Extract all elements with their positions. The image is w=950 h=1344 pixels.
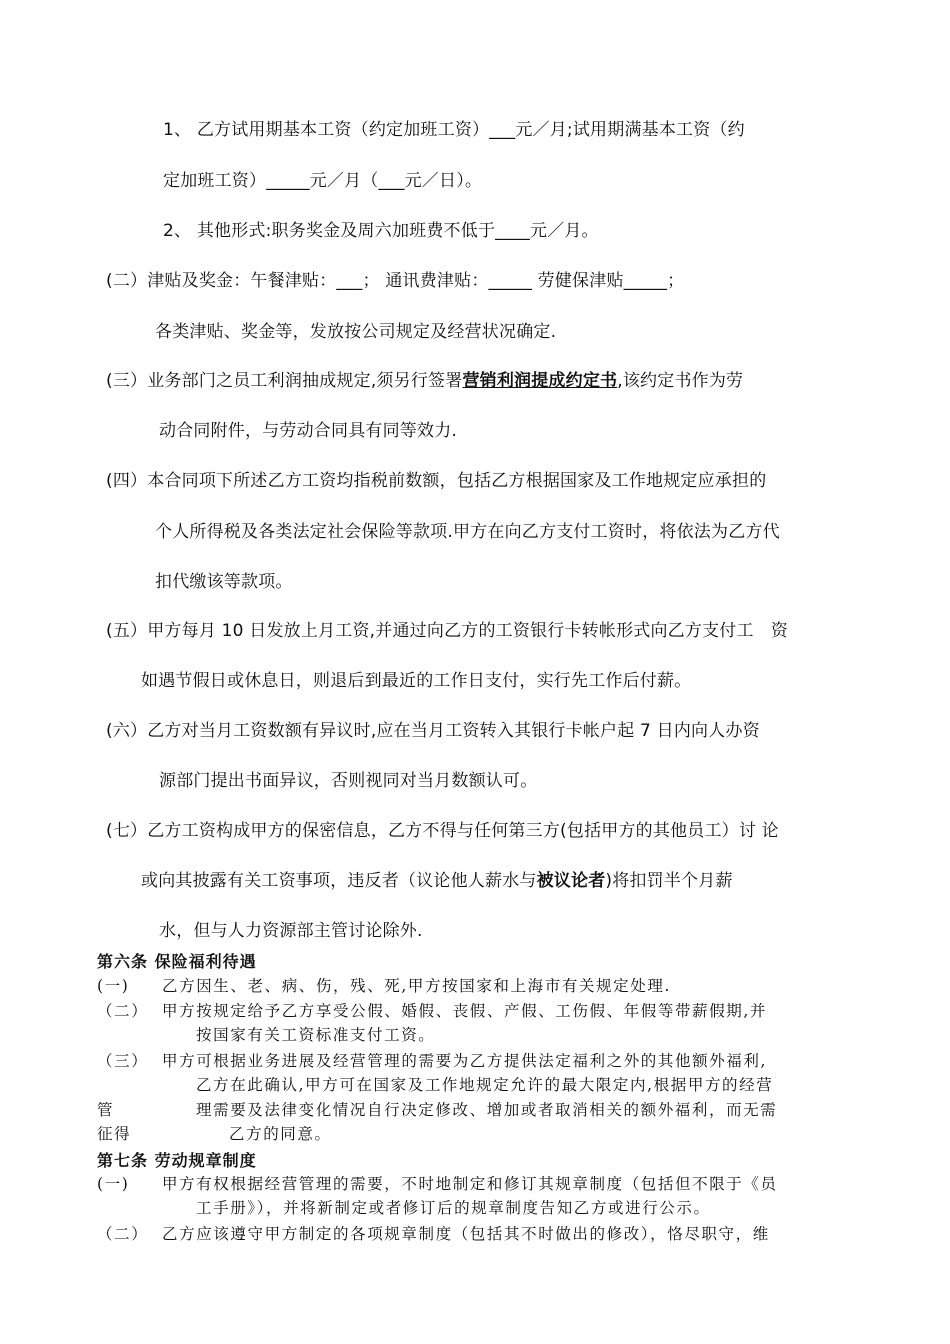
commission-agreement-title: 营销利润提成约定书 <box>462 371 618 391</box>
article-7-item-2-line-1: 乙方应该遵守甲方制定的各项规章制度（包括其不时做出的修改），恪尽职守，维 <box>162 1225 770 1243</box>
article-6-item-3-line-3: 理需要及法律变化情况自行决定修改、增加或者取消相关的额外福利，而无需 <box>196 1101 778 1119</box>
confidentiality-clause-line-2 <box>141 866 733 891</box>
article-6-item-3-line-3-lead: 管 <box>97 1101 115 1119</box>
tax-clause-line-2: 个人所得税及各类法定社会保险等款项.甲方在向乙方支付工资时，将依法为乙方代 <box>155 522 780 542</box>
commission-clause-line-2: 动合同附件，与劳动合同具有同等效力. <box>159 421 458 441</box>
allowance-clause-line-1: (二）津贴及奖金：午餐津贴：___； 通讯费津贴：_____ 劳健保津贴_____； <box>106 271 685 291</box>
article-6-item-3-line-2: 乙方在此确认,甲方可在国家及工作地规定允许的最大限定内,根据甲方的经营 <box>196 1076 774 1094</box>
article-6-item-3-number: （三） <box>97 1052 149 1070</box>
article-7-item-2-number: （二） <box>97 1225 149 1243</box>
article-6-item-2-line-1: 甲方按规定给予乙方享受公假、婚假、丧假、产假、工伤假、年假等带薪假期,并 <box>162 1002 768 1020</box>
objection-clause-line-1: (六）乙方对当月工资数额有异议时,应在当月工资转入其银行卡帐户起 7 日内向人办资 <box>106 721 760 741</box>
commission-clause-tail: ,该约定书作为劳 <box>617 371 744 391</box>
confidentiality-clause-line-1: (七）乙方工资构成甲方的保密信息，乙方不得与任何第三方(包括甲方的其他员工）讨 论 <box>106 821 779 841</box>
confidentiality-tail: )将扣罚半个月薪 <box>605 871 733 891</box>
article-6-item-1-number: (一) <box>97 977 130 995</box>
article-7-item-1-number: (一) <box>97 1175 130 1193</box>
commission-clause-line-1 <box>106 366 743 391</box>
payment-clause-line-2: 如遇节假日或休息日，则退后到最近的工作日支付，实行先工作后付薪。 <box>141 671 692 691</box>
salary-item-1-line-1: 1、 乙方试用期基本工资（约定加班工资）___元／月;试用期满基本工资（约 <box>163 120 745 140</box>
article-6-item-1-text: 乙方因生、老、病、伤，残、死,甲方按国家和上海市有关规定处理. <box>162 977 671 995</box>
article-6-item-3-line-1: 甲方可根据业务进展及经营管理的需要为乙方提供法定福利之外的其他额外福利, <box>162 1052 768 1070</box>
payment-clause-line-1: (五）甲方每月 10 日发放上月工资,并通过向乙方的工资银行卡转帐形式向乙方支付工 资 <box>106 621 789 641</box>
article-6-item-3-line-4-lead: 征得 <box>97 1125 132 1143</box>
commission-clause-text: (三）业务部门之员工利润抽成规定,须另行签署 <box>106 371 463 391</box>
tax-clause-line-3: 扣代缴该等款项。 <box>155 572 293 592</box>
bold-term: 被议论者 <box>536 871 606 891</box>
article-6-item-2-number: （二） <box>97 1002 149 1020</box>
article-7-heading: 第七条 劳动规章制度 <box>97 1151 257 1170</box>
allowance-clause-line-2: 各类津贴、奖金等，发放按公司规定及经营状况确定. <box>155 322 557 342</box>
objection-clause-line-2: 源部门提出书面异议，否则视同对当月数额认可。 <box>159 771 538 791</box>
article-6-item-3-line-4: 乙方的同意。 <box>229 1125 332 1143</box>
article-6-heading: 第六条 保险福利待遇 <box>97 952 257 971</box>
article-6-item-2-line-2: 按国家有关工资标准支付工资。 <box>196 1026 436 1044</box>
salary-item-1-line-2: 定加班工资）_____元／月（___元／日）。 <box>163 171 483 191</box>
salary-item-2: 2、 其他形式:职务奖金及周六加班费不低于____元／月。 <box>163 221 599 241</box>
tax-clause-line-1: (四）本合同项下所述乙方工资均指税前数额，包括乙方根据国家及工作地规定应承担的 <box>106 471 767 491</box>
article-7-item-1-line-1: 甲方有权根据经营管理的需要，不时地制定和修订其规章制度（包括但不限于《员 <box>162 1175 778 1193</box>
article-7-item-1-line-2: 工手册》），并将新制定或者修订后的规章制度告知乙方或进行公示。 <box>196 1199 711 1217</box>
confidentiality-clause-line-3: 水，但与人力资源部主管讨论除外. <box>159 921 423 941</box>
confidentiality-text: 或向其披露有关工资事项，违反者（议论他人薪水与 <box>141 871 537 891</box>
